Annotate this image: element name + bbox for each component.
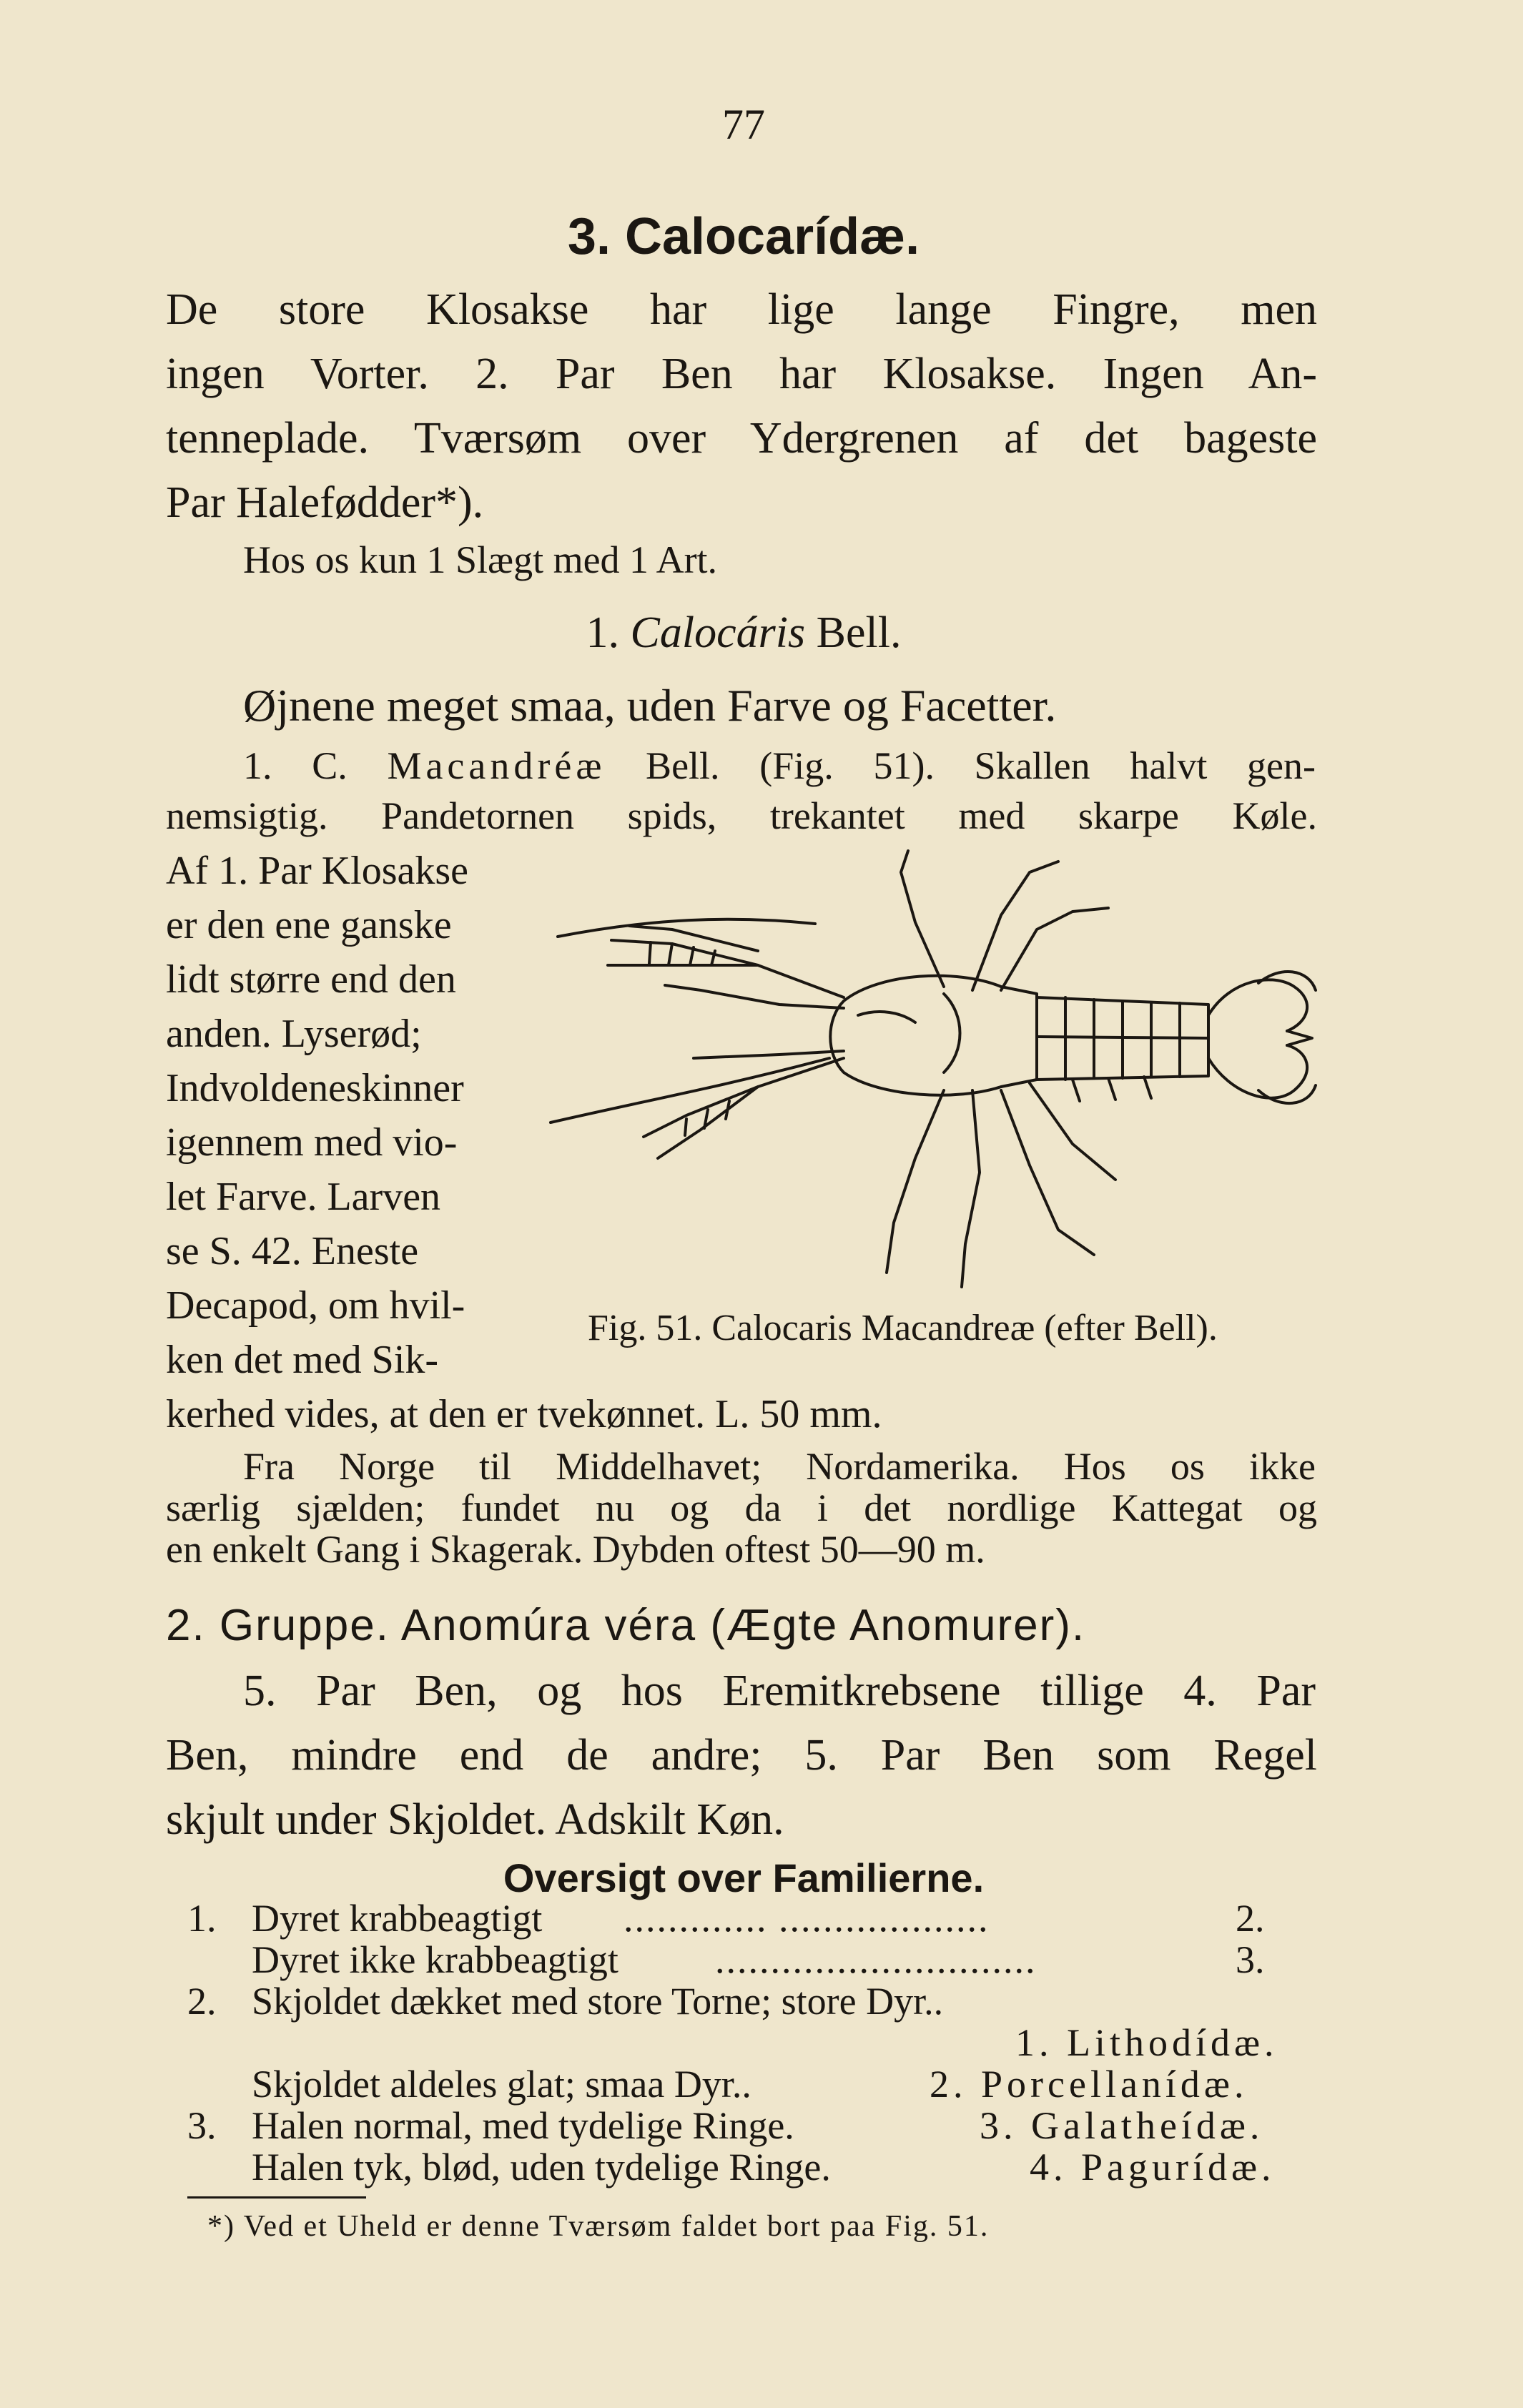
key-row-number: 1. <box>187 1897 217 1940</box>
key-row-number: 3. <box>187 2104 217 2147</box>
side-text-line: se S. 42. Eneste <box>166 1229 419 1273</box>
intro-line-3: tenneplade. Tværsøm over Ydergrenen af det bageste <box>166 414 1317 463</box>
species-line-1: 1. C. Macandréæ Bell. (Fig. 51). Skallen halvt gen- <box>243 744 1316 787</box>
page-number: 77 <box>722 101 765 148</box>
family-title: 3. Calocarídæ. <box>567 208 920 265</box>
side-text-line: Af 1. Par Klosakse <box>166 849 469 893</box>
key-row-result: 3. <box>1236 1938 1265 1981</box>
key-row-leader: ............................. <box>715 1938 1037 1981</box>
side-text-line: igennem med vio- <box>166 1120 458 1165</box>
intro-line-4: Par Halefødder*). <box>166 478 484 527</box>
genus-description: Øjnene meget smaa, uden Farve og Facetter. <box>243 680 1057 731</box>
species-name: Macandréæ <box>387 744 606 787</box>
footnote-rule <box>187 2196 366 2199</box>
key-row-result: 2. <box>1236 1897 1265 1940</box>
side-text-line: Decapod, om hvil- <box>166 1283 465 1328</box>
key-row-text: Skjoldet dækket med store Torne; store Dyr.. <box>252 1980 944 2023</box>
genus-heading <box>0 608 1487 658</box>
intro-line-2: ingen Vorter. 2. Par Ben har Klosakse. Ingen An- <box>166 350 1317 398</box>
key-row-text: Skjoldet aldeles glat; smaa Dyr.. <box>252 2063 751 2106</box>
side-text-line: anden. Lyserød; <box>166 1012 422 1056</box>
group-line-1: 5. Par Ben, og hos Eremitkrebsene tillige 4. Par <box>243 1667 1316 1715</box>
group-line-2: Ben, mindre end de andre; 5. Par Ben som Regel <box>166 1731 1317 1780</box>
group-title: 2. Gruppe. Anomúra véra (Ægte Anomurer). <box>166 1601 1086 1650</box>
key-row-result: 4. Pagurídæ. <box>1030 2146 1276 2189</box>
key-title: Oversigt over Familierne. <box>503 1855 985 1900</box>
after-figure-line: kerhed vides, at den er tvekønnet. L. 50 mm. <box>166 1392 882 1436</box>
side-text-line: let Farve. Larven <box>166 1175 441 1219</box>
figure-caption: Fig. 51. Calocaris Macandreæ (efter Bell). <box>588 1308 1218 1348</box>
genus-number: 1. <box>586 608 620 657</box>
side-text-line: lidt større end den <box>166 957 456 1002</box>
genus-author: Bell. <box>816 608 902 657</box>
side-text-line: ken det med Sik- <box>166 1338 439 1382</box>
key-row-text: Halen normal, med tydelige Ringe. <box>252 2104 794 2147</box>
key-row-number: 2. <box>187 1980 217 2023</box>
key-row-result: 1. Lithodídæ. <box>1015 2021 1278 2064</box>
intro-line-1: De store Klosakse har lige lange Fingre, men <box>166 285 1317 334</box>
distribution-line-2: særlig sjælden; fundet nu og da i det nordlige Kattegat og <box>166 1486 1317 1529</box>
key-row-text: Dyret krabbeagtigt <box>252 1897 543 1940</box>
key-row-text: Dyret ikke krabbeagtigt <box>252 1938 618 1981</box>
key-row-result: 2. Porcellanídæ. <box>930 2063 1248 2106</box>
lobster-illustration-icon <box>543 844 1351 1301</box>
key-row-leader: ............. ................... <box>624 1897 990 1940</box>
side-text-line: er den ene ganske <box>166 903 452 947</box>
key-row-text: Halen tyk, blød, uden tydelige Ringe. <box>252 2146 831 2189</box>
genus-name: Calocáris <box>630 608 806 657</box>
key-row-result: 3. Galatheídæ. <box>980 2104 1264 2147</box>
footnote: *) Ved et Uheld er denne Tværsøm faldet bort paa Fig. 51. <box>207 2210 990 2243</box>
hos-os-line: Hos os kun 1 Slægt med 1 Art. <box>243 538 718 581</box>
distribution-line-3: en enkelt Gang i Skagerak. Dybden oftest 50—90 m. <box>166 1528 985 1571</box>
species-line-2: nemsigtig. Pandetornen spids, trekantet med skarpe Køle. <box>166 794 1317 837</box>
side-text-line: Indvoldeneskinner <box>166 1066 464 1110</box>
distribution-line-1: Fra Norge til Middelhavet; Nordamerika. Hos os ikke <box>243 1445 1316 1488</box>
group-line-3: skjult under Skjoldet. Adskilt Køn. <box>166 1795 784 1844</box>
